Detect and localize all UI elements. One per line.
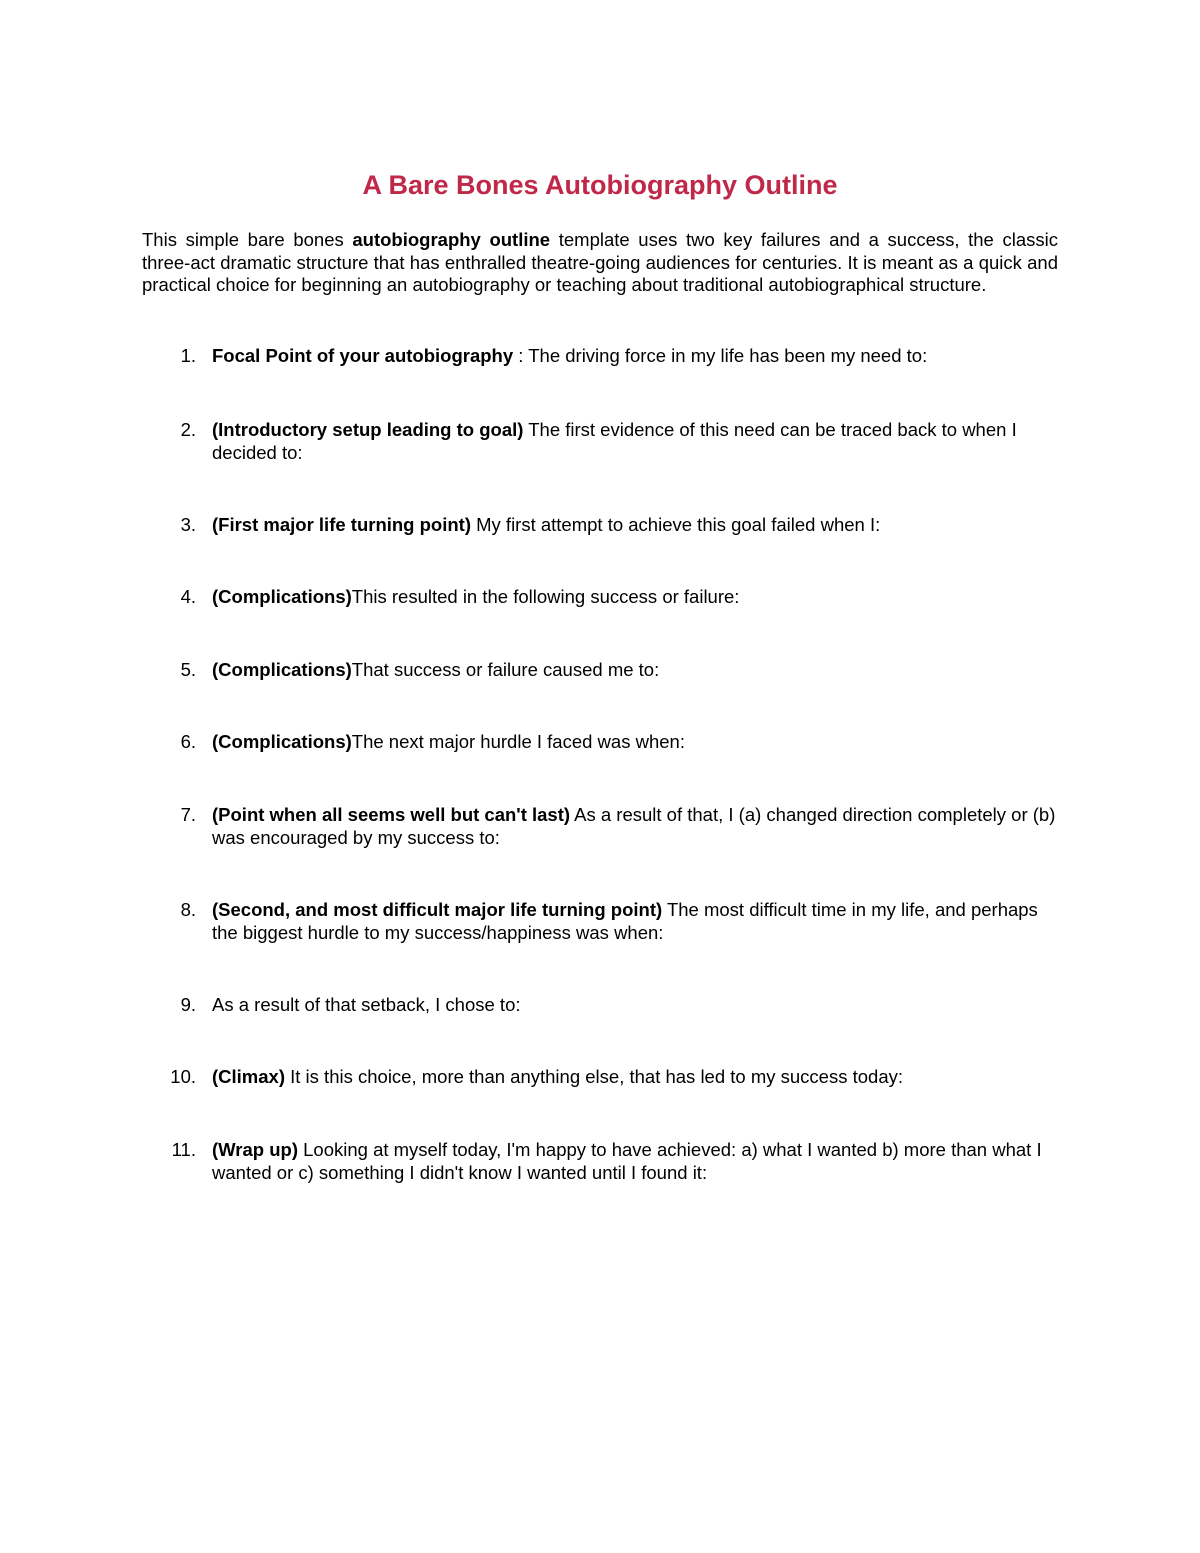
intro-bold-term: autobiography outline (352, 229, 551, 250)
item-body (212, 994, 1058, 1017)
item-label: (Wrap up) (212, 1139, 298, 1160)
item-text: That success or failure caused me to: (351, 659, 660, 680)
item-number: 8. (180, 899, 196, 920)
item-text: The most difficult time in my life, and perhaps the biggest hurdle to my success/happiness was when: (212, 899, 1038, 943)
item-number: 1. (180, 345, 196, 366)
item-body (212, 899, 1058, 944)
item-text: This resulted in the following success or failure: (351, 586, 740, 607)
item-label: (Second, and most difficult major life turning point) (212, 899, 663, 920)
item-body (212, 659, 1058, 682)
item-body (212, 1139, 1058, 1184)
item-number: 9. (180, 994, 196, 1015)
item-number: 5. (180, 659, 196, 680)
item-number: 3. (180, 514, 196, 535)
item-text: As a result of that setback, I chose to: (212, 994, 521, 1015)
item-label: (Complications) (212, 659, 352, 680)
item-label: (Complications) (212, 586, 352, 607)
intro-text-start: This simple bare bones (142, 229, 353, 250)
item-body (212, 514, 1058, 537)
item-text: : The driving force in my life has been my need to: (513, 345, 928, 366)
item-text: It is this choice, more than anything else, that has led to my success today: (285, 1066, 904, 1087)
item-body (212, 731, 1058, 754)
item-body (212, 586, 1058, 609)
item-text: As a result of that, I (a) changed direction completely or (b) was encouraged by my success to: (212, 804, 1056, 848)
item-label: Focal Point of your autobiography (212, 345, 514, 366)
intro-text-end: template uses two key failures and a success, the classic three-act dramatic structure that has enthralled theatre-going audiences for centuries. It is meant as a quick and practical choice for beginning an autobiography or teaching about traditional autobiographical structure. (142, 229, 1058, 295)
item-text: The first evidence of this need can be traced back to when I decided to: (212, 419, 1017, 463)
item-body (212, 345, 1058, 368)
item-number: 4. (180, 586, 196, 607)
item-label: (Point when all seems well but can't last) (212, 804, 571, 825)
item-body (212, 804, 1058, 849)
item-text: Looking at myself today, I'm happy to have achieved: a) what I wanted b) more than what I wanted or c) something I didn't know I wanted until I found it: (212, 1139, 1042, 1183)
item-number: 2. (180, 419, 196, 440)
item-number: 10. (170, 1066, 196, 1087)
item-label: (Complications) (212, 731, 352, 752)
intro-paragraph (142, 229, 1058, 297)
item-label: (Introductory setup leading to goal) (212, 419, 524, 440)
document-title: A Bare Bones Autobiography Outline (362, 170, 838, 200)
item-body (212, 1066, 1058, 1089)
item-text: My first attempt to achieve this goal failed when I: (470, 514, 881, 535)
item-number: 7. (180, 804, 196, 825)
item-text: The next major hurdle I faced was when: (351, 731, 685, 752)
item-label: (Climax) (212, 1066, 285, 1087)
item-number: 6. (180, 731, 196, 752)
item-body (212, 419, 1058, 464)
item-number: 11. (171, 1139, 196, 1160)
item-label: (First major life turning point) (212, 514, 471, 535)
